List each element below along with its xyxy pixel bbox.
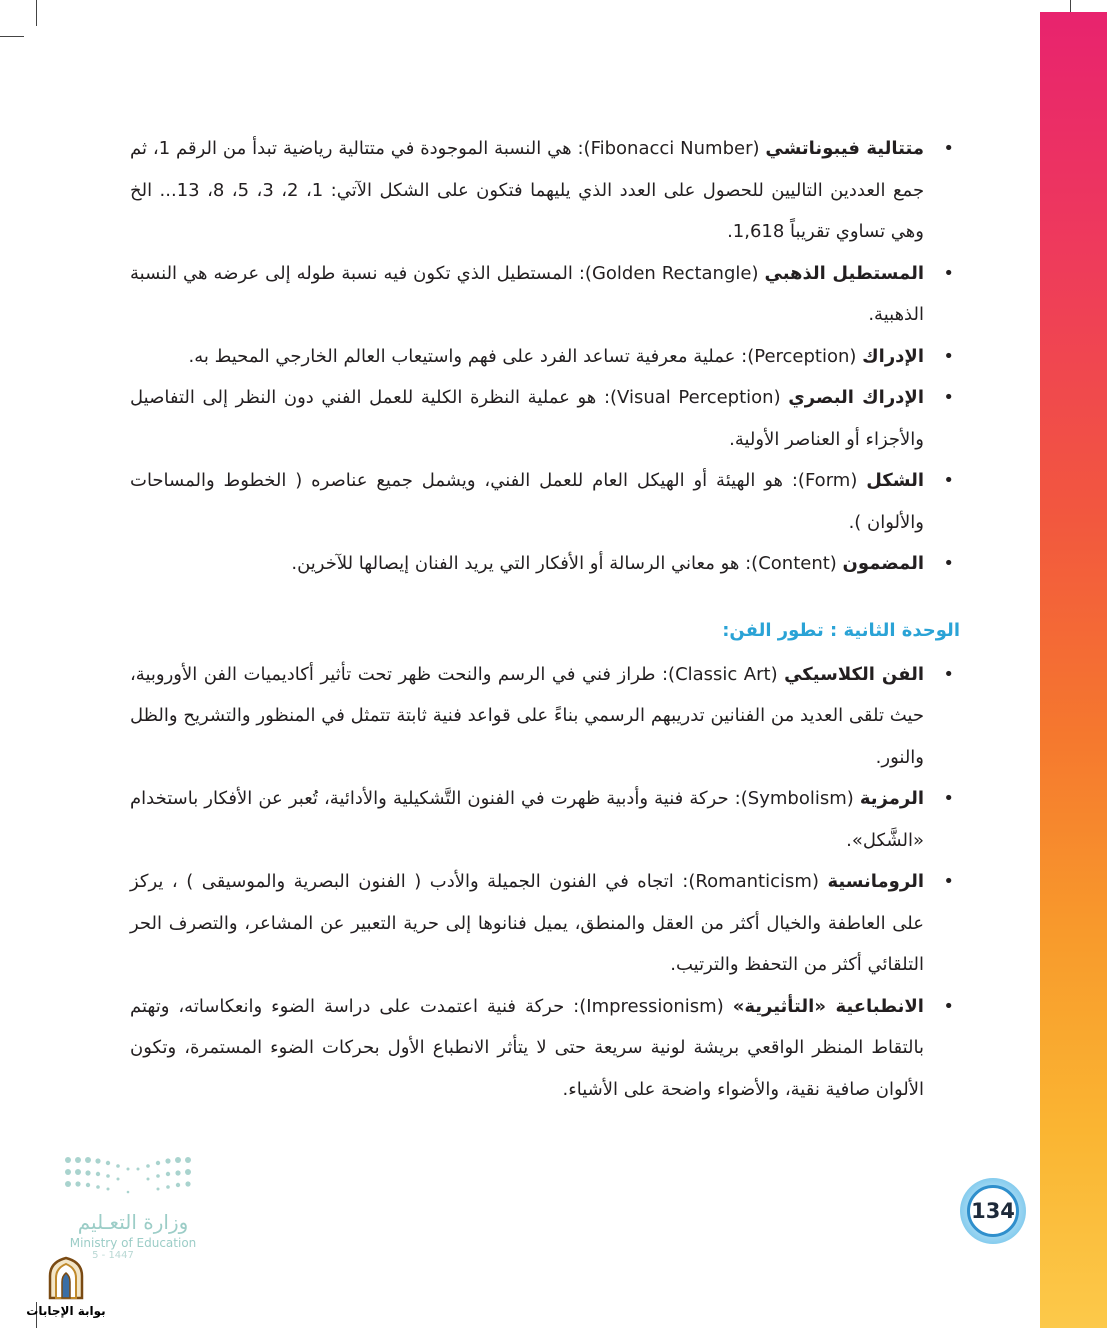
ministry-name-english: Ministry of Education [69,1236,197,1250]
decorative-side-bar [1040,12,1107,1328]
list-item: • الرمزية (Symbolism): حركة فنية وأدبية ظهرت في الفنون التَّشكيلية والأدائية، تُعبر عن الأفكار باستخدام «الشَّكل». [130,778,930,861]
portal-logo [26,1256,106,1318]
crop-mark [0,36,24,37]
term: الإدراك البصري [788,387,924,408]
term: الإدراك [862,345,924,367]
term-english: Impressionism [586,995,717,1017]
definition: اتجاه في الفنون الجميلة والأدب ( الفنون البصرية والموسيقى ) ، يركز على العاطفة والخيال أكثر من العقل والمنطق، يميل فنانوها إلى حرية التعبير عن المشاعر، والتصرف الحر التلقائي أكثر من التحفظ والترتيب. [130,871,924,975]
term-english: Fibonacci Number [590,138,753,159]
list-item: • الرومانسية (Romanticism): اتجاه في الفنون الجميلة والأدب ( الفنون البصرية والموسيقى ) ، يركز على العاطفة والخيال أكثر من العقل والمنطق، يميل فنانوها إلى حرية التعبير عن المشاعر، والتصرف الحر التلقائي أكثر من التحفظ والترتيب. [130,861,930,986]
unit-heading: الوحدة الثانية : تطور الفن: [722,619,960,641]
list-item: • المضمون (Content): هو معاني الرسالة أو الأفكار التي يريد الفنان إيصالها للآخرين. [130,543,930,585]
term: متتالية فيبوناتشي [765,138,925,159]
term: الرومانسية [827,871,924,892]
list-item: • الإدراك البصري (Visual Perception): هو عملية النظرة الكلية للعمل الفني دون النظر إلى التفاصيل والأجزاء أو العناصر الأولية. [130,377,930,460]
term-english: Perception [754,345,850,367]
crop-mark [36,0,37,26]
ministry-logo [58,1152,208,1261]
page-number: 134 [967,1185,1019,1237]
term-english: Visual Perception [617,387,774,408]
ministry-name-arabic: وزارة التعـليم [77,1210,189,1234]
ministry-year: 5 - 1447 [92,1250,134,1261]
mosque-gate-icon [44,1256,88,1300]
list-item: • الإدراك (Perception): عملية معرفية تساعد الفرد على فهم واستيعاب العالم الخارجي المحيط به. [130,336,930,378]
term-english: Symbolism [747,788,847,809]
definition: هو معاني الرسالة أو الأفكار التي يريد الفنان إيصالها للآخرين. [291,553,740,574]
page-content [130,128,960,1110]
definition: هي النسبة الموجودة في متتالية رياضية تبدأ من الرقم 1، ثم جمع العددين التاليين للحصول على العدد الذي يليهما فتكون على الشكل الآتي: 1، 2، 3، 5، 8، 13... الخ وهي تساوي تقريباً 1,618. [130,138,925,242]
definition: طراز فني في الرسم والنحت ظهر تحت تأثير أكاديميات الفن الأوروبية، حيث تلقى العديد من الفنانين تدريبهم الرسمي بناءً على قواعد فنية ثابتة تتمثل في المنظور والتشريح والظل والنور. [130,663,924,768]
definition: حركة فنية وأدبية ظهرت في الفنون التَّشكيلية والأدائية، تُعبر عن الأفكار باستخدام «الشَّكل». [130,788,924,851]
term-english: Content [758,553,830,574]
list-item: • الانطباعية «التأثيرية» (Impressionism): حركة فنية اعتمدت على دراسة الضوء وانعكاساته، وتهتم بالتقاط المنظر الواقعي بريشة لونية سريعة حتى لا يتأثر الانطباع الأول بحركات الضوء المستمرة، وتكون الألوان صافية نقية، والأضواء واضحة على الأشياء. [130,986,930,1111]
portal-label: بوابة الإجابات [26,1304,106,1318]
definition: المستطيل الذي تكون فيه نسبة طوله إلى عرضه هي النسبة الذهبية. [130,262,924,325]
list-item: • متتالية فيبوناتشي (Fibonacci Number): هي النسبة الموجودة في متتالية رياضية تبدأ من الرقم 1، ثم جمع العددين التاليين للحصول على العدد الذي يليهما فتكون على الشكل الآتي: 1، 2، 3، 5، 8، 13... الخ وهي تساوي تقريباً 1,618. [130,128,930,253]
term-english: Form [804,470,851,491]
list-item: • المستطيل الذهبي (Golden Rectangle): المستطيل الذي تكون فيه نسبة طوله إلى عرضه هي النسبة الذهبية. [130,253,930,336]
definition: عملية معرفية تساعد الفرد على فهم واستيعاب العالم الخارجي المحيط به. [188,345,736,367]
term: الفن الكلاسيكي [784,663,925,685]
definitions-list-unit-2 [130,654,930,1111]
ministry-dots-icon [58,1152,208,1202]
list-item: • الشكل (Form): هو الهيئة أو الهيكل العام للعمل الفني، ويشمل جميع عناصره ( الخطوط والمساحات والألوان ). [130,460,930,543]
page-number-badge [960,1178,1026,1244]
term-english: Golden Rectangle [591,262,752,284]
term: الرمزية [859,788,925,809]
list-item: • الفن الكلاسيكي (Classic Art): طراز فني في الرسم والنحت ظهر تحت تأثير أكاديميات الفن الأوروبية، حيث تلقى العديد من الفنانين تدريبهم الرسمي بناءً على قواعد فنية ثابتة تتمثل في المنظور والتشريح والظل والنور. [130,654,930,779]
term: المستطيل الذهبي [764,262,924,284]
term-english: Classic Art [675,663,771,685]
definition: هو عملية النظرة الكلية للعمل الفني دون النظر إلى التفاصيل والأجزاء أو العناصر الأولية. [130,387,924,450]
term: الانطباعية «التأثيرية» [732,995,924,1017]
term-english: Romanticism [695,871,812,892]
term: الشكل [866,470,924,491]
definition: حركة فنية اعتمدت على دراسة الضوء وانعكاساته، وتهتم بالتقاط المنظر الواقعي بريشة لونية سريعة حتى لا يتأثر الانطباع الأول بحركات الضوء المستمرة، وتكون الألوان صافية نقية، والأضواء واضحة على الأشياء. [130,995,924,1100]
term: المضمون [842,553,924,574]
definitions-list-unit-1 [130,128,930,585]
definition: هو الهيئة أو الهيكل العام للعمل الفني، ويشمل جميع عناصره ( الخطوط والمساحات والألوان ). [130,470,924,533]
